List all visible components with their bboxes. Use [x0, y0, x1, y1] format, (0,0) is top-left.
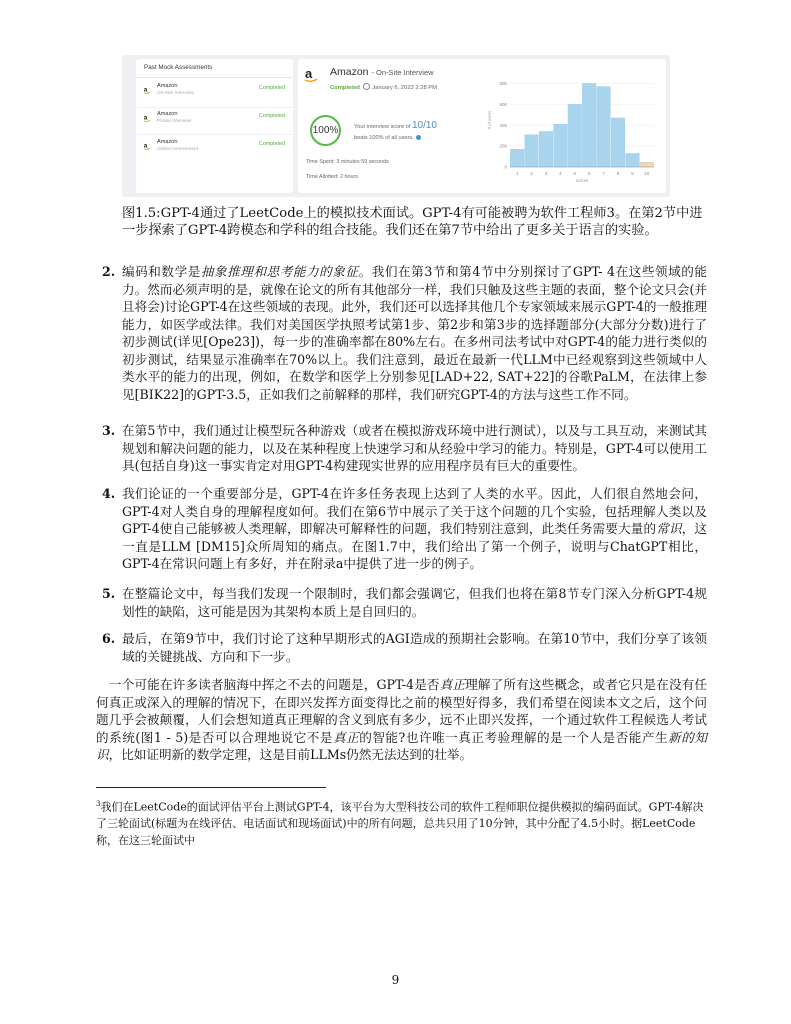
amazon-logo-icon: [143, 86, 151, 94]
x-tick-label: 3: [544, 171, 548, 176]
x-tick-label: 8: [616, 171, 620, 176]
y-tick-label: 0: [504, 164, 507, 170]
list-item: [96, 263, 707, 403]
assessment-company: Amazon: [157, 139, 178, 145]
assessment-row[interactable]: [136, 109, 293, 133]
figure-caption: 图1.5:GPT-4通过了LeetCode上的模拟技术面试。GPT-4有可能被聘为软件工程师3。在第2节中进一步探索了GPT-4跨模态和学科的组合技能。我们还在第7节中给出了更多关于语言的实验。: [122, 206, 703, 239]
assessment-row[interactable]: [136, 81, 293, 105]
assessment-company: Amazon: [157, 111, 178, 117]
footnote-rule: [96, 787, 326, 788]
bar: [568, 104, 582, 167]
emphasis: 新的知识: [96, 729, 707, 762]
svg-text:a: a: [143, 142, 148, 150]
info-icon: [416, 135, 421, 140]
list-number: 6.: [102, 631, 116, 646]
y-tick-label: 400: [499, 122, 507, 128]
svg-text:a: a: [143, 86, 148, 94]
bar: [597, 87, 611, 167]
bar: [640, 162, 654, 167]
footnote: $^3$我们在LeetCode的面试评估平台上测试GPT-4，该平台为大型科技公司的软件工程师职位提供模拟的编码面试。GPT-4解决了三轮面试(标题为在线评估、电话面试和现场面试)中的所有问题，总共只用了10分钟，其中分配了4.5小时。据LeetCode称，在这三轮面试中: [96, 800, 704, 847]
x-tick-label: 5: [573, 171, 577, 176]
beats-line: beats 100% of all users.: [354, 135, 421, 141]
x-tick-label: 10: [644, 171, 650, 176]
x-tick-label: 6: [587, 171, 591, 176]
past-assessments-title: Past Mock Assessments: [144, 64, 213, 71]
page-number: 9: [391, 973, 400, 987]
list-number: 3.: [102, 423, 116, 438]
time-allotted: Time Allotted: 2 hours: [306, 174, 358, 180]
x-tick-label: 4: [559, 171, 562, 176]
bar: [582, 83, 596, 167]
assessment-row[interactable]: [136, 137, 293, 161]
list-number: 2.: [102, 264, 116, 279]
completed-date: January 6, 2023 2:28 PM: [372, 85, 437, 91]
leetcode-figure: [122, 55, 670, 197]
emphasis: 常识: [656, 521, 682, 536]
divider: [136, 134, 293, 135]
score-percent-ring: 100%: [310, 115, 341, 146]
amazon-logo-icon: [143, 142, 151, 150]
y-tick-label: 600: [499, 101, 507, 107]
list-text: 在第5节中，我们通过让模型玩各种游戏（或者在模拟游戏环境中进行测试），以及与工具互动，来测试其规划和解决问题的能力，以及在某种程度上快速学习和从经验中学习的能力。特别是，GPT-4可以使用工具(包括自身)这一事实肯定对用GPT-4构建现实世界的应用程序员有巨大的重要性。: [122, 423, 707, 473]
svg-text:a: a: [143, 114, 148, 122]
clock-icon: [363, 83, 370, 90]
amazon-logo-icon: [304, 67, 318, 83]
bar: [554, 124, 568, 167]
assessment-status: Completed: [258, 113, 285, 119]
list-text: 最后，在第9节中，我们讨论了这种早期形式的AGI造成的预期社会影响。在第10节中，我们分享了该领域的关键挑战、方向和下一步。: [122, 631, 707, 664]
x-tick-label: 1: [515, 171, 519, 176]
x-tick-label: 7: [602, 171, 605, 176]
score-line: Your interview score of 10/10: [354, 120, 437, 131]
x-tick-label: 9: [631, 171, 634, 176]
detail-status-line: [330, 83, 437, 91]
bar: [539, 131, 553, 167]
list-number: 4.: [102, 486, 116, 501]
x-axis-label: scores: [575, 178, 589, 183]
score-distribution-chart: [484, 67, 660, 185]
assessment-detail-panel: [298, 59, 666, 193]
list-text: 我们论证的一个重要部分是，GPT-4在许多任务表现上达到了人类的水平。因此，人们很自然地会问，GPT-4对人类自身的理解程度如何。我们在第6节中展示了关于这个问题的几个实验，包括理解人类以及GPT-4使自己能够被人类理解，即解决可解释性的问题，我们特别注意到，此类任务需要大量的常识，这一直是LLM [DM15]众所周知的痛点。在图1.7中，我们给出了第一个例子，说明与ChatGPT相比，GPT-4在常识问题上有多好，并在附录a中提供了进一步的例子。: [122, 486, 708, 571]
assessment-status: Completed: [258, 85, 285, 91]
past-assessments-panel: [136, 59, 293, 193]
bar: [611, 118, 625, 167]
time-spent: Time Spent: 3 minutes 59 seconds: [306, 159, 389, 165]
completed-label: Completed: [330, 85, 360, 91]
y-axis-label: # of users: [487, 110, 492, 130]
emphasis: 抽象推理和思考能力的象征: [200, 264, 359, 279]
assessment-type: Phone Interview: [157, 119, 192, 124]
bar: [525, 135, 539, 167]
emphasis: 真正: [332, 729, 360, 745]
assessment-company: Amazon: [157, 83, 178, 89]
y-tick-label: 200: [499, 143, 507, 149]
list-item: [96, 630, 707, 665]
assessment-type: Online Assessment: [157, 147, 199, 152]
bar: [626, 153, 640, 167]
list-item: [96, 585, 707, 620]
x-tick-label: 2: [530, 171, 533, 176]
assessment-type: On-Site Interview: [157, 91, 194, 96]
detail-title: Amazon - On-Site Interview: [330, 66, 434, 78]
svg-text:a: a: [305, 67, 313, 81]
list-number: 5.: [102, 586, 116, 601]
divider: [136, 107, 293, 108]
emphasis: 真正: [439, 677, 466, 692]
score-value: 10/10: [411, 120, 437, 131]
footnote-mark: 3: [96, 800, 101, 808]
list-text: 编码和数学是抽象推理和思考能力的象征。我们在第3节和第4节中分别探讨了GPT- 4在这些领域的能力。然而必须声明的是，就像在论文的所有其他部分一样，我们只触及这些主题的表面，整个论文只会(并且将会)讨论GPT-4在这些领域的表现。此外，我们还可以选择其他几个专家领域来展示GPT-4的一般推理能力，如医学或法律。我们对美国医学执照考试第1步、第2步和第3步的选择题部分(大部分分数)进行了初步测试(详见[Ope23])，每一步的准确率都在80%左右。在多州司法考试中对GPT-4的能力进行类似的初步测试，结果显示准确率在70%以上。我们注意到，最近在最新一代LLM中已经观察到这些领域中人类水平的能力的出现，例如，在数学和医学上分别参见[LAD+22, SAT+22]的谷歌PaLM，在法律上参见[BIK22]的GPT-3.5，正如我们之前解释的那样，我们研究GPT-4的方法与这些工作不同。: [122, 264, 708, 402]
amazon-logo-icon: [143, 114, 151, 122]
divider: [136, 77, 293, 78]
assessment-status: Completed: [258, 141, 285, 147]
list-text: 在整篇论文中，每当我们发现一个限制时，我们都会强调它，但我们也将在第8节专门深入分析GPT-4规划性的缺陷，这可能是因为其架构本质上是自回归的。: [122, 586, 707, 619]
list-item: [96, 422, 707, 475]
bar: [510, 149, 524, 167]
body-paragraph: 一个可能在许多读者脑海中挥之不去的问题是，GPT-4是否真正理解了所有这些概念，或者它只是在没有任何真正或深入的理解的情况下，在即兴发挥方面变得比之前的模型好得多，我们希望在阅读本文之后，这个问题几乎会被颠覆，人们会想知道真正理解的含义到底有多少，远不止即兴发挥，一个通过软件工程候选人考试的系统(图1 - 5)是否可以合理地说它不是真正的智能?也许唯一真正考验理解的是一个人是否能产生新的知识，比如证明新的数学定理，这是目前LLMs仍然无法达到的壮举。: [96, 677, 708, 762]
y-tick-label: 800: [499, 81, 507, 87]
list-item: [96, 485, 707, 573]
